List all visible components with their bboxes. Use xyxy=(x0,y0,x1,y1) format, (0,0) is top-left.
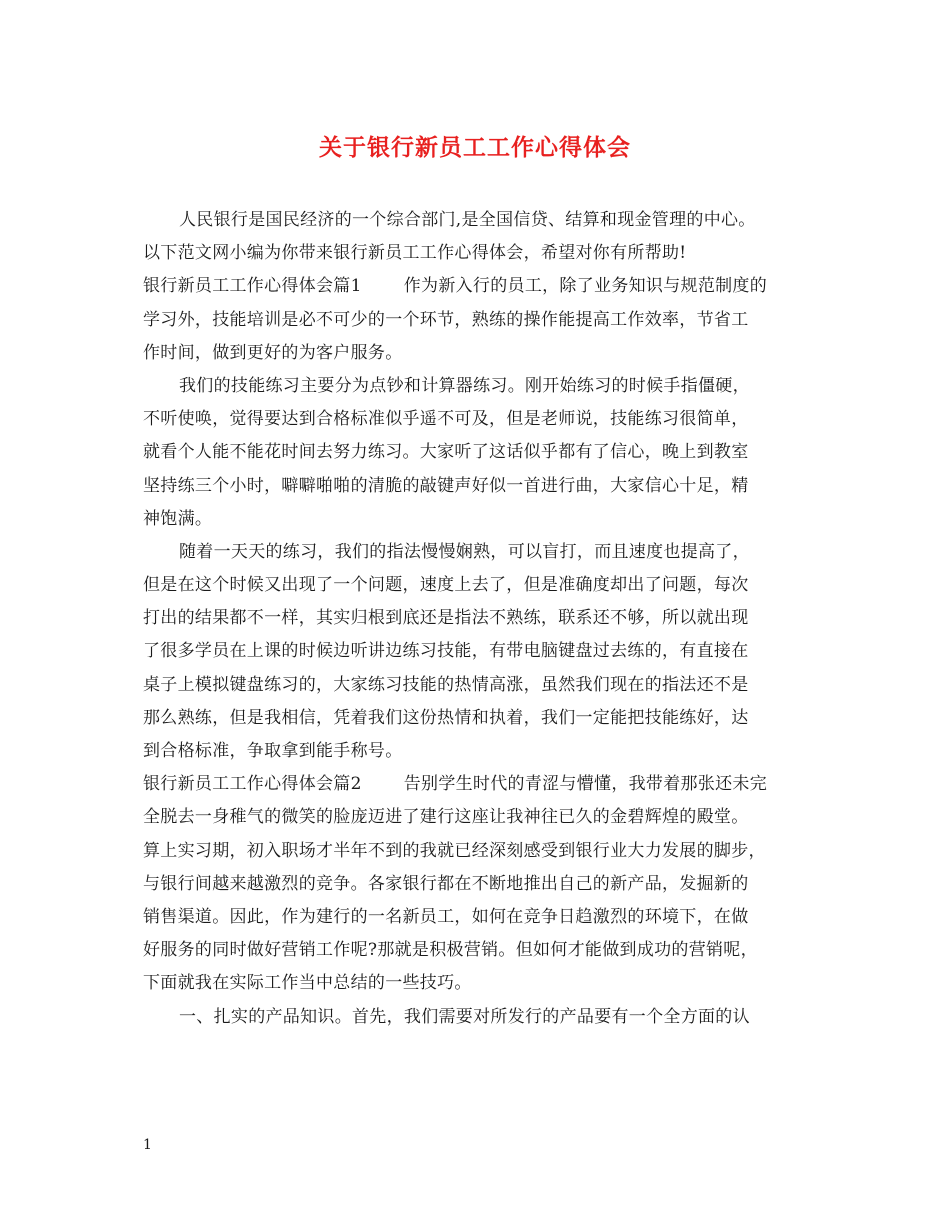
text-line xyxy=(143,403,823,436)
line-text: 但是在这个时候又出现了一个问题，速度上去了，但是准确度却出了问题，每次 xyxy=(143,575,749,596)
page-number: 1 xyxy=(143,1137,152,1153)
text-line xyxy=(143,635,823,668)
text-line xyxy=(143,602,823,635)
line-text: 打出的结果都不一样，其实归根到底还是指法不熟练，联系还不够，所以就出现 xyxy=(143,608,749,629)
line-text: 作为新入行的员工，除了业务知识与规范制度的 xyxy=(403,276,768,297)
line-text: 那么熟练，但是我相信，凭着我们这份热情和执着，我们一定能把技能练好，达 xyxy=(143,707,749,728)
line-text: 随着一天天的练习，我们的指法慢慢娴熟，可以盲打，而且速度也提高了， xyxy=(179,541,750,562)
line-text: 就看个人能不能花时间去努力练习。大家听了这话似乎都有了信心，晚上到教室 xyxy=(143,442,749,463)
text-line xyxy=(143,669,823,702)
line-text: 算上实习期，初入职场才半年不到的我就已经深刻感受到银行业大力发展的脚步， xyxy=(143,840,766,861)
line-text: 我们的技能练习主要分为点钞和计算器练习。刚开始练习的时候手指僵硬， xyxy=(179,375,750,396)
text-line xyxy=(143,901,823,934)
section-heading: 银行新员工工作心得体会篇2 xyxy=(143,774,362,795)
text-line xyxy=(143,204,823,237)
text-line xyxy=(143,735,823,768)
text-line xyxy=(143,1001,823,1034)
text-line xyxy=(143,868,823,901)
section-heading: 银行新员工工作心得体会篇1 xyxy=(143,276,362,297)
line-text: 人民银行是国民经济的一个综合部门,是全国信贷、结算和现金管理的中心。 xyxy=(179,210,756,230)
line-text: 不听使唤，觉得要达到合格标准似乎遥不可及，但是老师说，技能练习很简单， xyxy=(143,409,749,430)
line-text: 学习外，技能培训是必不可少的一个环节，熟练的操作能提高工作效率，节省工 xyxy=(143,309,749,330)
line-text: 神饱满。 xyxy=(143,508,213,529)
text-line xyxy=(143,536,823,569)
line-text: 告别学生时代的青涩与懵懂，我带着那张还未完 xyxy=(403,774,768,795)
line-text: 全脱去一身稚气的微笑的脸庞迈进了建行这座让我神往已久的金碧辉煌的殿堂。 xyxy=(143,807,749,828)
document-body xyxy=(143,204,823,1034)
text-line xyxy=(143,470,823,503)
line-text: 下面就我在实际工作当中总结的一些技巧。 xyxy=(143,973,472,994)
text-line xyxy=(143,237,823,270)
line-text: 一、扎实的产品知识。首先，我们需要对所发行的产品要有一个全方面的认 xyxy=(179,1006,750,1027)
text-line xyxy=(143,702,823,735)
line-text: 以下范文网小编为你带来银行新员工工作心得体会，希望对你有所帮助! xyxy=(143,243,687,264)
text-line xyxy=(143,569,823,602)
line-text: 了很多学员在上课的时候边听讲边练习技能，有带电脑键盘过去练的，有直接在 xyxy=(143,641,749,662)
text-line xyxy=(143,304,823,337)
line-text: 到合格标准，争取拿到能手称号。 xyxy=(143,741,403,761)
text-line xyxy=(143,503,823,536)
line-text: 坚持练三个小时，噼噼啪啪的清脆的敲键声好似一首进行曲，大家信心十足，精 xyxy=(143,475,749,496)
line-text: 好服务的同时做好营销工作呢?那就是积极营销。但如何才能做到成功的营销呢， xyxy=(143,940,758,961)
line-text: 与银行间越来越激烈的竞争。各家银行都在不断地推出自己的新产品，发掘新的 xyxy=(143,873,749,894)
text-line xyxy=(143,967,823,1000)
line-text: 桌子上模拟键盘练习的，大家练习技能的热情高涨，虽然我们现在的指法还不是 xyxy=(143,674,749,695)
text-line xyxy=(143,370,823,403)
text-line xyxy=(143,436,823,469)
text-line xyxy=(143,801,823,834)
text-line xyxy=(143,835,823,868)
text-line xyxy=(143,337,823,370)
line-text: 销售渠道。因此，作为建行的一名新员工，如何在竞争日趋激烈的环境下，在做 xyxy=(143,906,749,927)
section-heading-line xyxy=(143,768,823,801)
section-heading-line xyxy=(143,270,823,303)
document-title: 关于银行新员工工作心得体会 xyxy=(319,134,631,161)
line-text: 作时间，做到更好的为客户服务。 xyxy=(143,342,403,363)
text-line xyxy=(143,934,823,967)
